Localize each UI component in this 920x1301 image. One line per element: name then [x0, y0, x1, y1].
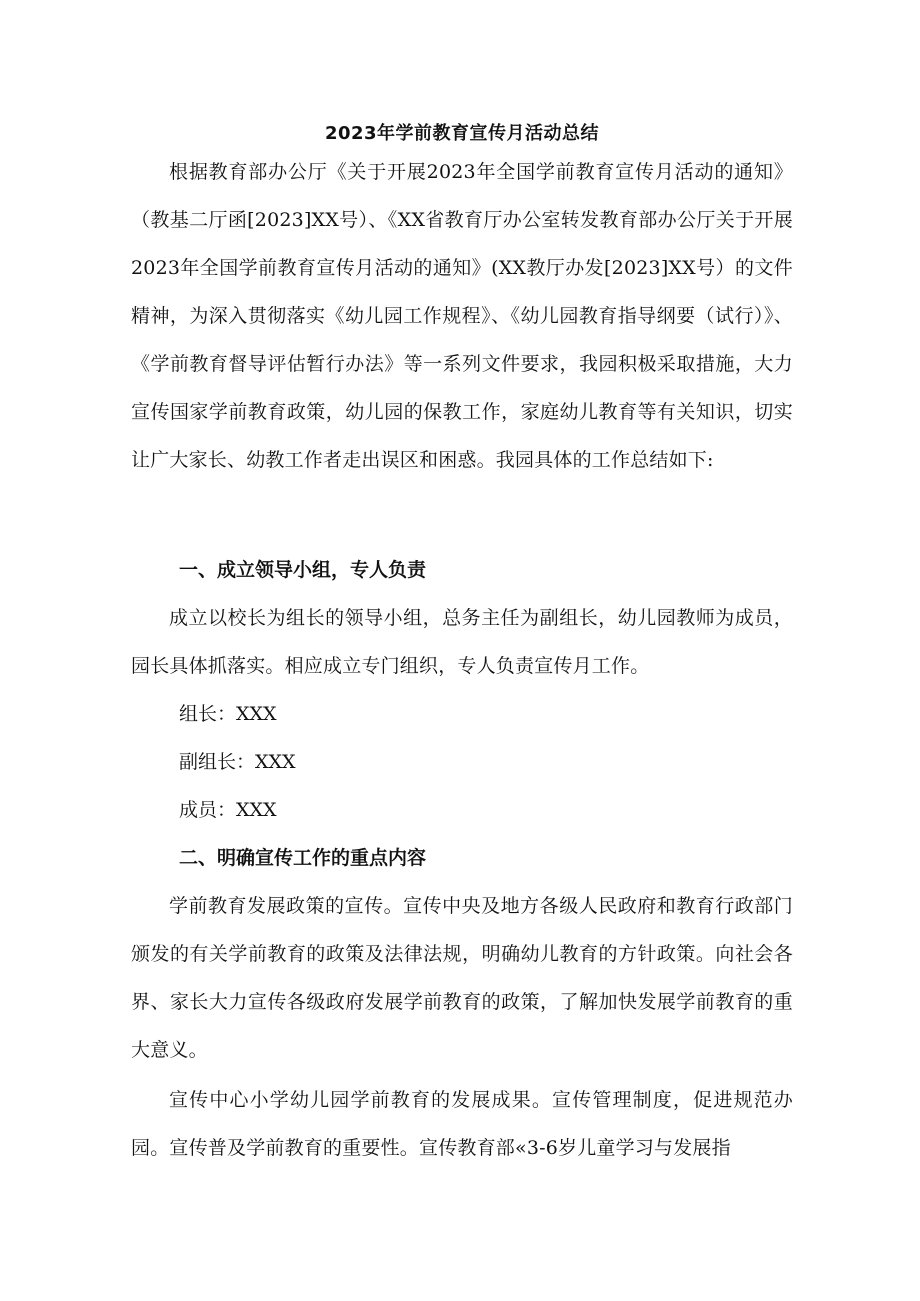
deputy-leader-line: 副组长：XXX [179, 751, 296, 773]
section1-paragraph: 成立以校长为组长的领导小组，总务主任为副组长，幼儿园教师为成员，园长具体抓落实。相应成立专门组织，专人负责宣传月工作。 [131, 607, 793, 677]
intro-paragraph: 根据教育部办公厅《关于开展2023年全国学前教育宣传月活动的通知》（教基二厅函[2023]XX号）、《XX省教育厅办公室转发教育部办公厅关于开展2023年全国学前教育宣传月活动的通知》(XX教厅办发[2023]XX号）的文件精神，为深入贯彻落实《幼儿园工作规程》、《幼儿园教育指导纲要（试行）》、《学前教育督导评估暂行办法》等一系列文件要求，我园积极采取措施，大力宣传国家学前教育政策，幼儿园的保教工作，家庭幼儿教育等有关知识，切实让广大家长、幼教工作者走出误区和困惑。我园具体的工作总结如下: [131, 161, 793, 471]
document-title: 2023年学前教育宣传月活动总结 [324, 123, 600, 144]
members-line: 成员：XXX [179, 799, 277, 821]
leader-line: 组长：XXX [179, 703, 277, 725]
section1-heading: 一、成立领导小组，专人负责 [179, 559, 427, 581]
section2-paragraph-1: 学前教育发展政策的宣传。宣传中央及地方各级人民政府和教育行政部门颁发的有关学前教育的政策及法律法规，明确幼儿教育的方针政策。向社会各界、家长大力宣传各级政府发展学前教育的政策，了解加快发展学前教育的重大意义。 [131, 895, 793, 1061]
section2-paragraph-2: 宣传中心小学幼儿园学前教育的发展成果。宣传管理制度，促进规范办园。宣传普及学前教育的重要性。宣传教育部«3-6岁儿童学习与发展指 [131, 1089, 793, 1159]
section2-heading: 二、明确宣传工作的重点内容 [179, 847, 427, 869]
